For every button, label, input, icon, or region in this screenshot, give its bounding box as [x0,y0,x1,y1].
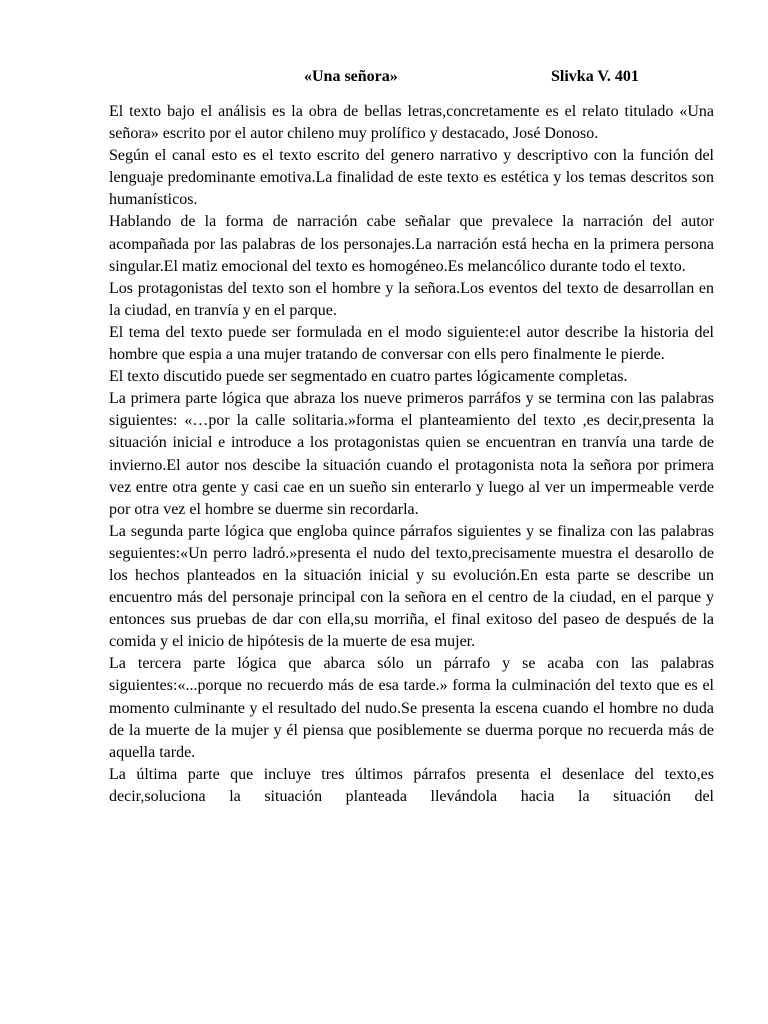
paragraph-8: La segunda parte lógica que engloba quince párrafos siguientes y se finaliza con las palabras seguientes:«Un perro ladró.»presenta el nudo del texto,precisamente muestra el desarollo de los hechos planteados en la situación inicial y su evolución.En esta parte se describe un encuentro más del personaje principal con la señora en el centro de la ciudad, en el parque y entonces sus pruebas de dar con ella,su morriña, el final exitoso del paseo de después de la comida y el inicio de hipótesis de la muerte de esa mujer. [109,522,714,651]
paragraph-4: Los protagonistas del texto son el hombre y la señora.Los eventos del texto de desarrollan en la ciudad, en tranvía y en el parque. [109,279,714,319]
paragraph-5: El tema del texto puede ser formulada en el modo siguiente:el autor describe la historia del hombre que espia a una mujer tratando de conversar con ells pero finalmente le pierde. [109,323,714,364]
paragraph-7: La primera parte lógica que abraza los nueve primeros parráfos y se termina con las palabras siguientes: «…por la calle solitaria.»forma el planteamiento del texto ,es decir,presenta la situación inicial e introduce a los protagonistas quien se encuentran en tranvía una tarde de invierno.El autor nos descibe la situación cuando el protagonista nota la señora por primera vez entre otra gente y casi cae en un sueño sin enterarlo y luego al ver un impermeable verde por otra vez el hombre se duerme sin recordarla. [109,390,714,518]
paragraph-2: Según el canal esto es el texto escrito del genero narrativo y descriptivo con la función del lenguaje predominante emotiva.La finalidad de este texto es estética y los temas descritos son humanísticos. [109,147,714,209]
paragraph-1: El texto bajo el análisis es la obra de bellas letras,concretamente es el relato titulado «Una señora» escrito por el autor chileno muy prolífico y destacado, José Donoso. [109,103,714,143]
paragraph-9: La tercera parte lógica que abarca sólo un párrafo y se acaba con las palabras siguientes:«...porque no recuerdo más de esa tarde.» forma la culminación del texto que es el momento culminante y el resultado del nudo.Se presenta la escena cuando el hombre no duda de la muerte de la mujer y él piensa que posiblemente se duerma porque no recuerda más de aquella tarde. [109,655,714,761]
document-title: «Una señora» [304,68,398,85]
paragraph-10: La última parte que incluye tres últimos párrafos presenta el desenlace del texto,es decir,soluciona la situación planteada llevándola hacia la situación del [109,765,714,805]
author-label: Slivka V. 401 [551,68,639,85]
paragraph-3: Hablando de la forma de narración cabe señalar que prevalece la narración del autor acompañada por las palabras de los personajes.La narración está hecha en la primera persona singular.El matiz emocional del texto es homogéneo.Es melancólico durante todo el texto. [109,213,714,275]
document-body [109,101,714,808]
paragraph-6: El texto discutido puede ser segmentado en cuatro partes lógicamente completas. [109,368,628,386]
page-header [0,68,768,90]
